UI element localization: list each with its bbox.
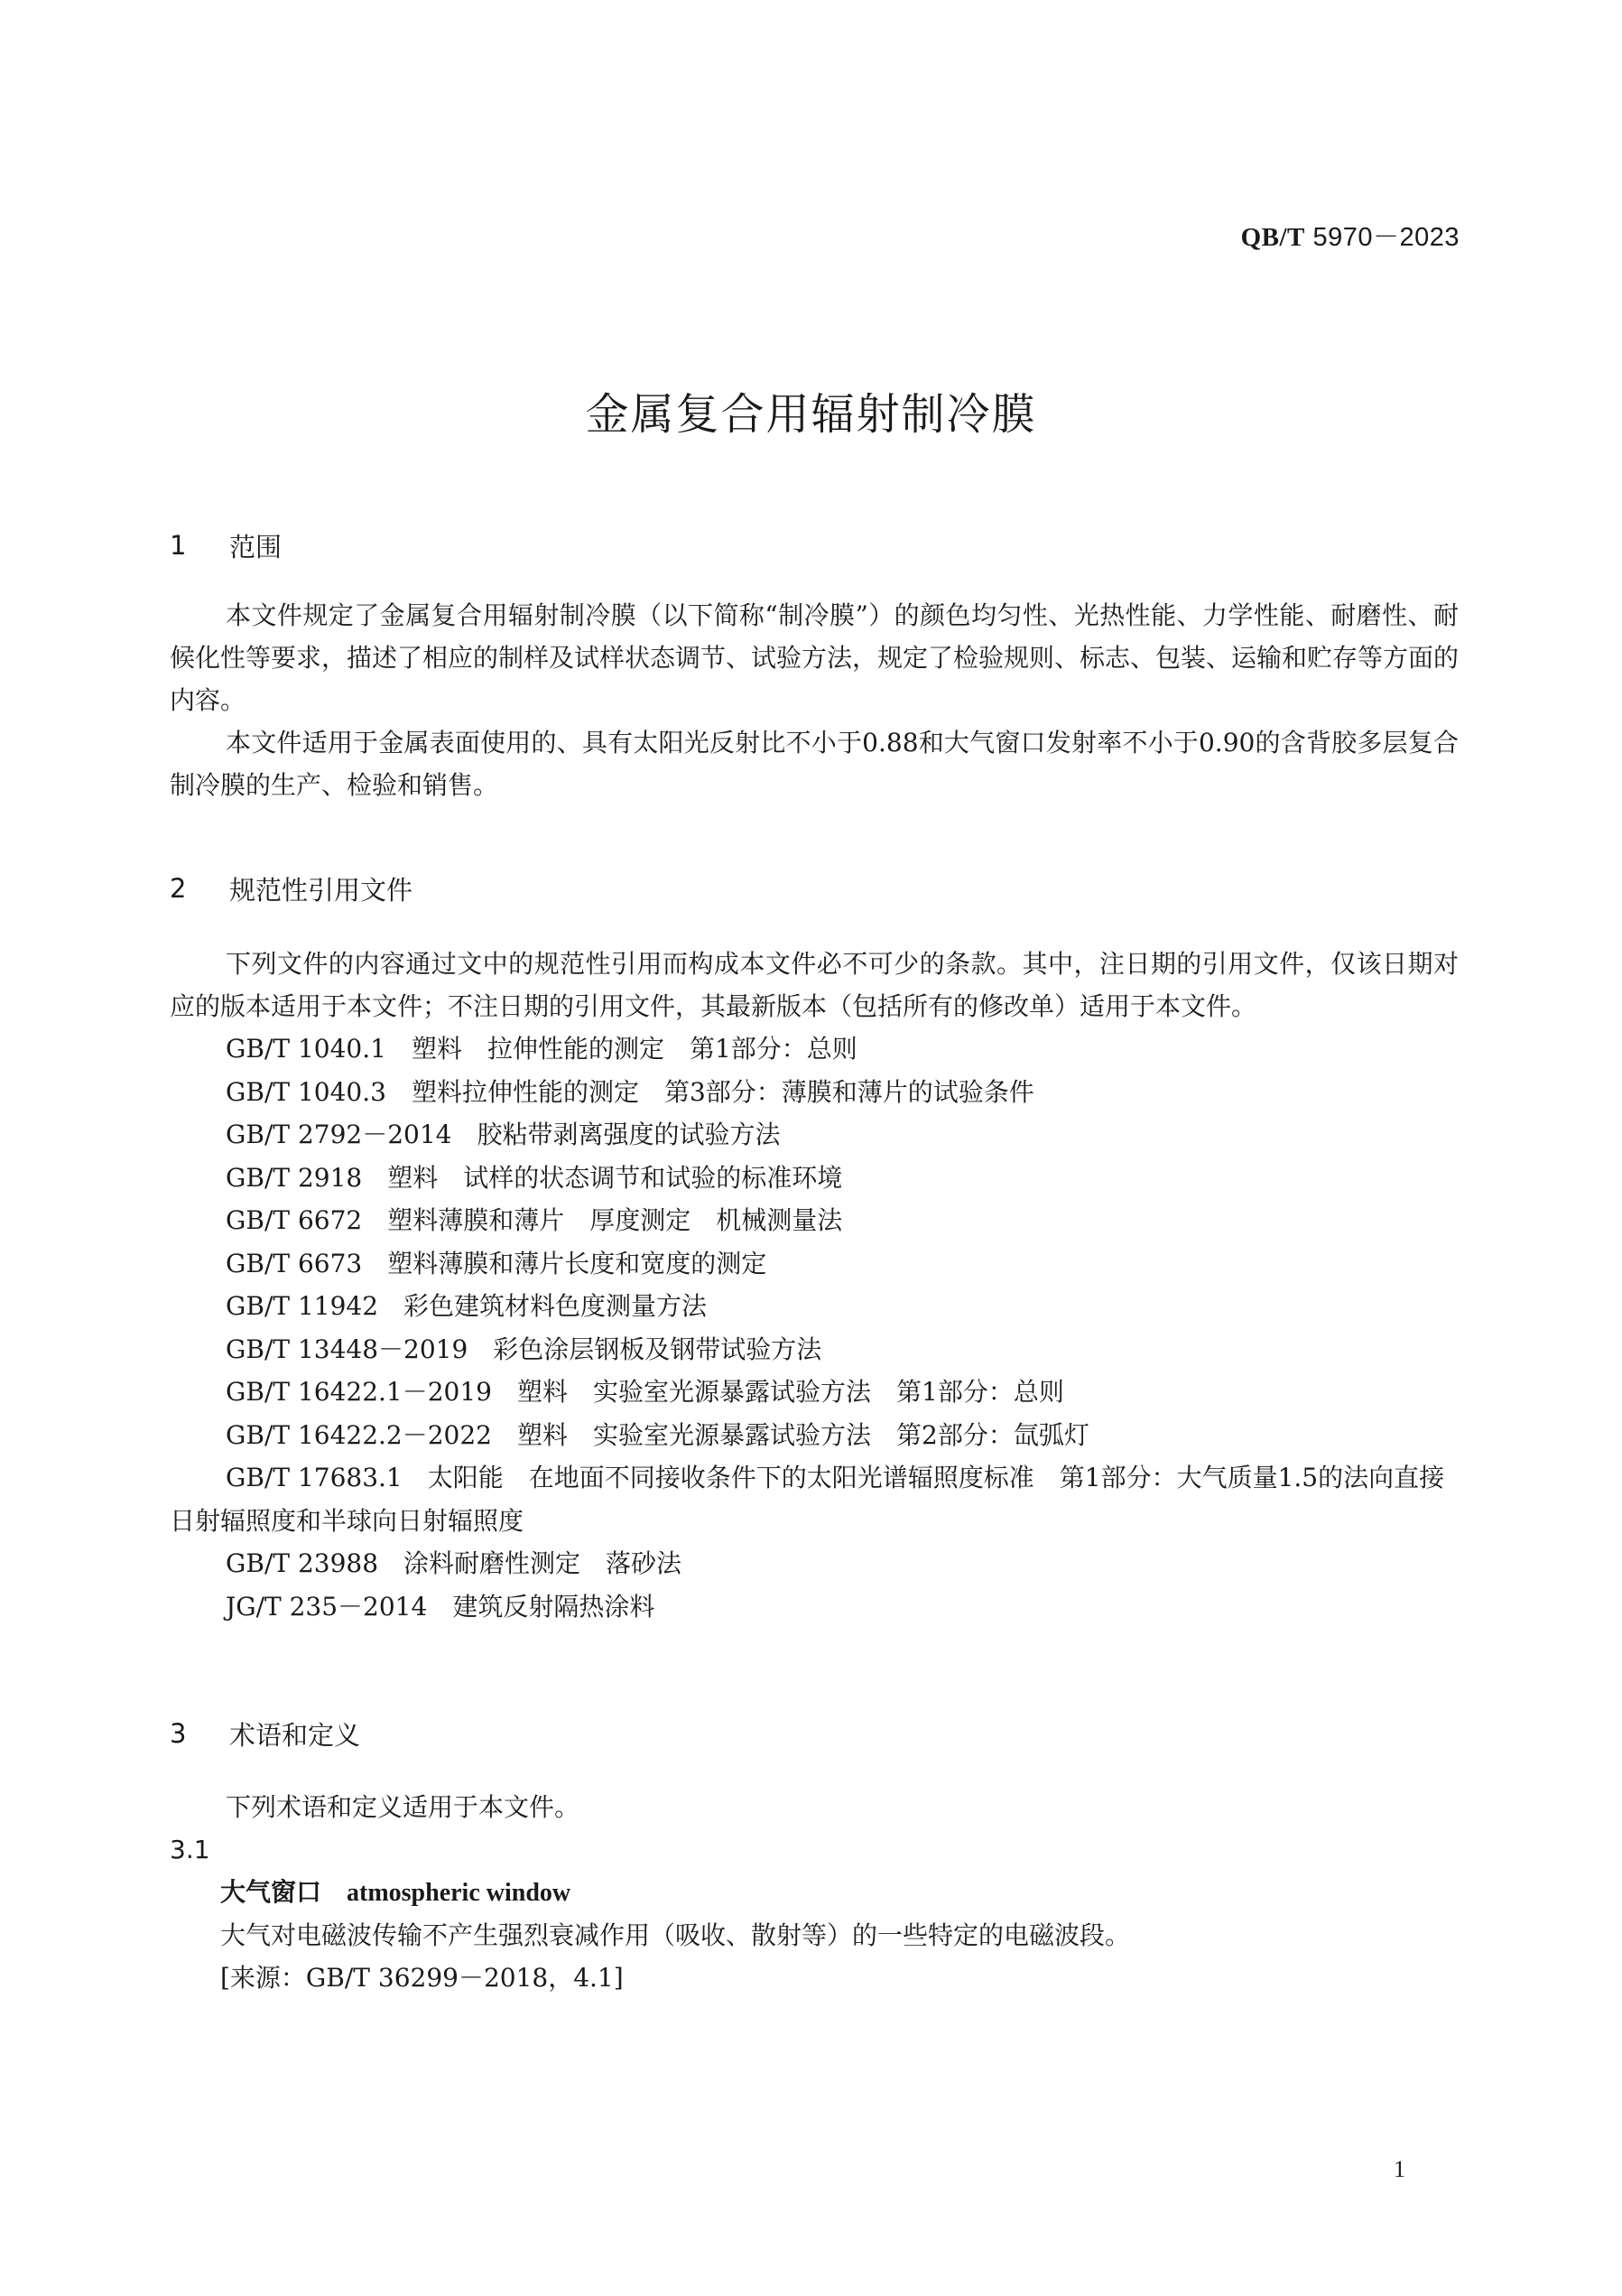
standard-code <box>1241 217 1460 254</box>
reference-title: 塑料 拉伸性能的测定 第1部分：总则 <box>411 1034 857 1064</box>
reference-item <box>170 1157 1459 1200</box>
reference-title: 塑料薄膜和薄片长度和宽度的测定 <box>387 1248 767 1278</box>
section-heading <box>170 1714 1459 1753</box>
reference-title: 塑料 试样的状态调节和试验的标准环境 <box>387 1162 843 1193</box>
reference-title: 塑料拉伸性能的测定 第3部分：薄膜和薄片的试验条件 <box>411 1076 1034 1107</box>
term-definition: 大气对电磁波传输不产生强烈衰减作用（吸收、散射等）的一些特定的电磁波段。 <box>220 1920 1131 1950</box>
page-number: 1 <box>1394 2156 1405 2182</box>
reference-item <box>170 1542 1459 1585</box>
reference-code: GB/T 16422.2－2022 <box>226 1419 492 1450</box>
reference-title: 太阳能 在地面不同接收条件下的太阳光谱辐照度标准 第1部分：大气质量1.5的法向直接日射辐照度和半球向日射辐照度 <box>170 1463 1445 1536</box>
standard-code-number: 5970－2023 <box>1312 223 1460 252</box>
document-title: 金属复合用辐射制冷膜 <box>585 389 1037 440</box>
reference-item <box>170 1071 1459 1114</box>
section-heading <box>170 869 1459 908</box>
reference-item <box>170 1328 1459 1371</box>
reference-item <box>170 1113 1459 1157</box>
reference-code: GB/T 13448－2019 <box>226 1334 468 1364</box>
reference-title: 塑料 实验室光源暴露试验方法 第2部分：氙弧灯 <box>517 1419 1089 1450</box>
reference-code: GB/T 1040.1 <box>226 1034 386 1064</box>
section-scope <box>170 525 1459 806</box>
reference-code: GB/T 6673 <box>226 1248 363 1278</box>
reference-code: GB/T 16422.1－2019 <box>226 1377 492 1407</box>
reference-title: 胶粘带剥离强度的试验方法 <box>477 1120 781 1149</box>
reference-item <box>170 1199 1459 1242</box>
references-intro: 下列文件的内容通过文中的规范性引用而构成本文件必不可少的条款。其中，注日期的引用文件，仅该日期对应的版本适用于本文件；不注日期的引用文件，其最新版本（包括所有的修改单）适用于本文件。 <box>170 949 1459 1021</box>
section-terms-definitions <box>170 1714 1459 1999</box>
section-number: 3 <box>170 1718 187 1749</box>
term-source: [来源：GB/T 36299－2018，4.1] <box>220 1963 624 1993</box>
reference-item <box>170 1414 1459 1457</box>
section-title: 范围 <box>229 531 283 562</box>
section-heading <box>170 525 1459 565</box>
term-number: 3.1 <box>170 1835 210 1864</box>
reference-title: 塑料 实验室光源暴露试验方法 第1部分：总则 <box>517 1377 1064 1407</box>
section-number: 2 <box>170 873 187 904</box>
reference-list <box>170 1027 1459 1628</box>
reference-item <box>170 1242 1459 1286</box>
standard-code-prefix: QB/T <box>1240 223 1305 252</box>
term-heading <box>170 1871 1459 1914</box>
reference-title: 彩色涂层钢板及钢带试验方法 <box>493 1334 822 1364</box>
reference-code: GB/T 17683.1 <box>226 1463 403 1492</box>
reference-code: GB/T 6672 <box>226 1205 363 1235</box>
term-zh: 大气窗口 <box>220 1877 322 1907</box>
section-title: 规范性引用文件 <box>229 874 413 906</box>
reference-code: JG/T 235－2014 <box>226 1591 428 1622</box>
section-title: 术语和定义 <box>229 1719 361 1751</box>
reference-item <box>170 1456 1459 1542</box>
terms-intro: 下列术语和定义适用于本文件。 <box>226 1792 580 1822</box>
section-number: 1 <box>170 530 187 561</box>
reference-title: 涂料耐磨性测定 落砂法 <box>403 1548 682 1578</box>
reference-title: 塑料薄膜和薄片 厚度测定 机械测量法 <box>387 1205 843 1235</box>
scope-paragraph: 本文件适用于金属表面使用的、具有太阳光反射比不小于0.88和大气窗口发射率不小于0.90的含背胶多层复合制冷膜的生产、检验和销售。 <box>170 728 1459 800</box>
scope-paragraph: 本文件规定了金属复合用辐射制冷膜（以下简称“制冷膜”）的颜色均匀性、光热性能、力学性能、耐磨性、耐候化性等要求，描述了相应的制样及试样状态调节、试验方法，规定了检验规则、标志、包装、运输和贮存等方面的内容。 <box>170 600 1460 715</box>
reference-item <box>170 1371 1459 1414</box>
reference-code: GB/T 23988 <box>226 1548 379 1578</box>
reference-code: GB/T 2792－2014 <box>226 1120 452 1149</box>
reference-code: GB/T 1040.3 <box>226 1076 386 1107</box>
reference-item <box>170 1027 1459 1071</box>
reference-title: 建筑反射隔热涂料 <box>452 1591 655 1622</box>
reference-item <box>170 1285 1459 1328</box>
reference-item <box>170 1585 1459 1629</box>
reference-code: GB/T 11942 <box>226 1291 379 1321</box>
term-en: atmospheric window <box>347 1879 571 1907</box>
reference-title: 彩色建筑材料色度测量方法 <box>403 1291 708 1321</box>
reference-code: GB/T 2918 <box>226 1162 363 1193</box>
section-normative-references <box>170 869 1459 1628</box>
